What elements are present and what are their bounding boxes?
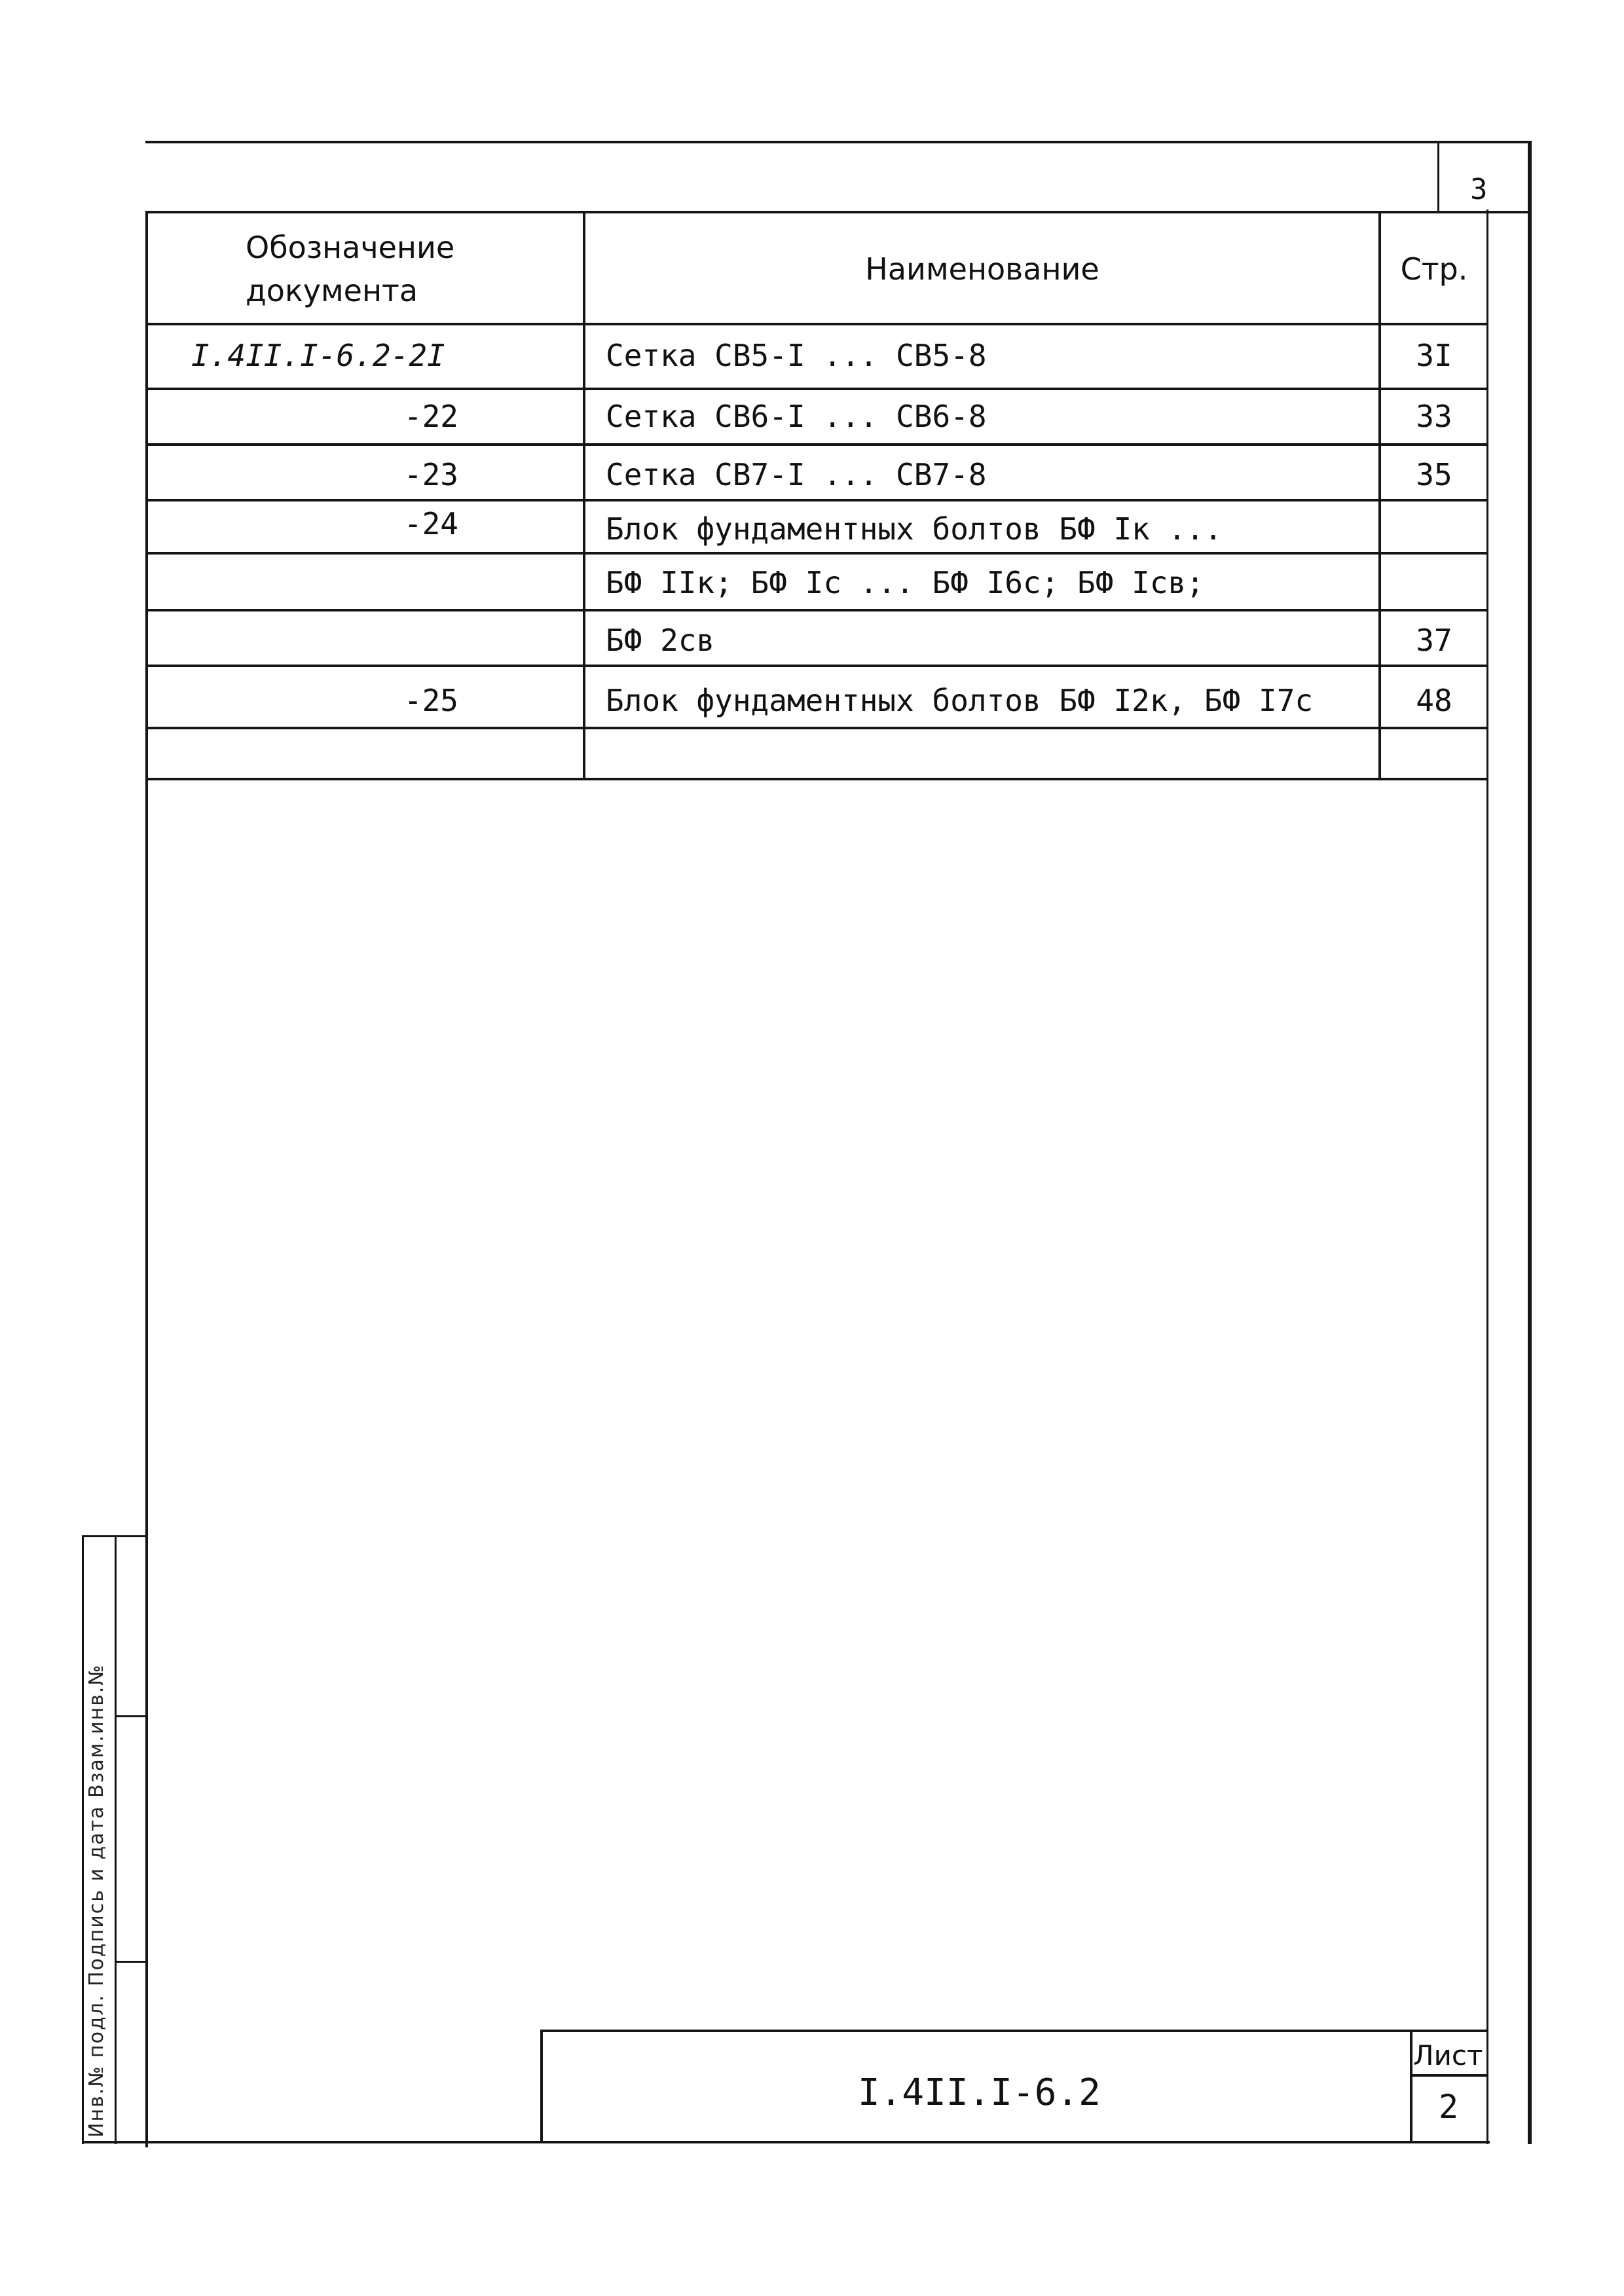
table-row-line	[145, 727, 1486, 729]
sheet-label: Лист	[1413, 2039, 1483, 2071]
row-name: Блок фундаментных болтов БФ I2к, БФ I7с	[606, 683, 1314, 718]
table-row-line	[145, 609, 1486, 611]
page-number-box-left	[1437, 141, 1439, 213]
side-strip-divider-line	[115, 1535, 117, 2144]
document-code: I.4II.I-6.2	[858, 2071, 1101, 2114]
header-page: Стр.	[1400, 251, 1468, 287]
title-block-top-line	[540, 2030, 1486, 2032]
side-strip-top-line	[82, 1535, 147, 1537]
row-name: Блок фундаментных болтов БФ Iк ...	[606, 511, 1223, 547]
row-page: 48	[1416, 683, 1452, 718]
row-page: 33	[1416, 399, 1452, 434]
frame-right-line	[1528, 141, 1532, 2144]
frame-bottom-line	[82, 2141, 1490, 2143]
title-block-sheet-line	[1410, 2074, 1486, 2077]
frame-top-line	[145, 141, 1530, 143]
table-row-line	[145, 443, 1486, 446]
row-designation: I.4II.I-6.2-2I	[191, 338, 445, 373]
header-designation: Обозначение документа	[246, 230, 455, 308]
table-header-top-line	[145, 211, 1530, 213]
row-name: Сетка СВ7-I ... СВ7-8	[606, 457, 987, 492]
page-number: 3	[1470, 173, 1488, 206]
side-strip-outer-line	[82, 1535, 84, 2144]
row-designation: -22	[403, 399, 458, 434]
row-designation: -23	[403, 457, 458, 492]
row-name: БФ 2св	[606, 623, 715, 658]
side-strip-cell-line	[115, 1961, 147, 1963]
row-name: БФ IIк; БФ Iс ... БФ I6с; БФ Iсв;	[606, 565, 1204, 600]
row-designation: -24	[403, 506, 458, 541]
table-col-divider	[583, 211, 585, 780]
row-page: 35	[1416, 457, 1452, 492]
row-designation: -25	[403, 683, 458, 718]
frame-inner-right-line	[1486, 210, 1488, 2144]
side-strip-cell-line	[115, 1715, 147, 1717]
row-page: 3I	[1416, 338, 1452, 373]
frame-left-line	[145, 213, 148, 2147]
table-header-bottom-line	[145, 323, 1486, 325]
row-page: 37	[1416, 623, 1452, 658]
table-row-line	[145, 499, 1486, 501]
row-name: Сетка СВ5-I ... СВ5-8	[606, 338, 987, 373]
table-row-line	[145, 552, 1486, 555]
header-name: Наименование	[865, 251, 1099, 287]
row-name: Сетка СВ6-I ... СВ6-8	[606, 399, 987, 434]
table-row-line	[145, 388, 1486, 390]
table-bottom-line	[145, 778, 1486, 780]
side-strip-label: Инв.№ подл. Подпись и дата Взам.инв.№	[85, 1664, 108, 2138]
sheet-number: 2	[1438, 2088, 1459, 2126]
table-col-divider	[1378, 211, 1381, 780]
title-block-sheet-divider	[1410, 2030, 1412, 2142]
title-block-left-line	[540, 2030, 543, 2142]
table-row-line	[145, 665, 1486, 667]
